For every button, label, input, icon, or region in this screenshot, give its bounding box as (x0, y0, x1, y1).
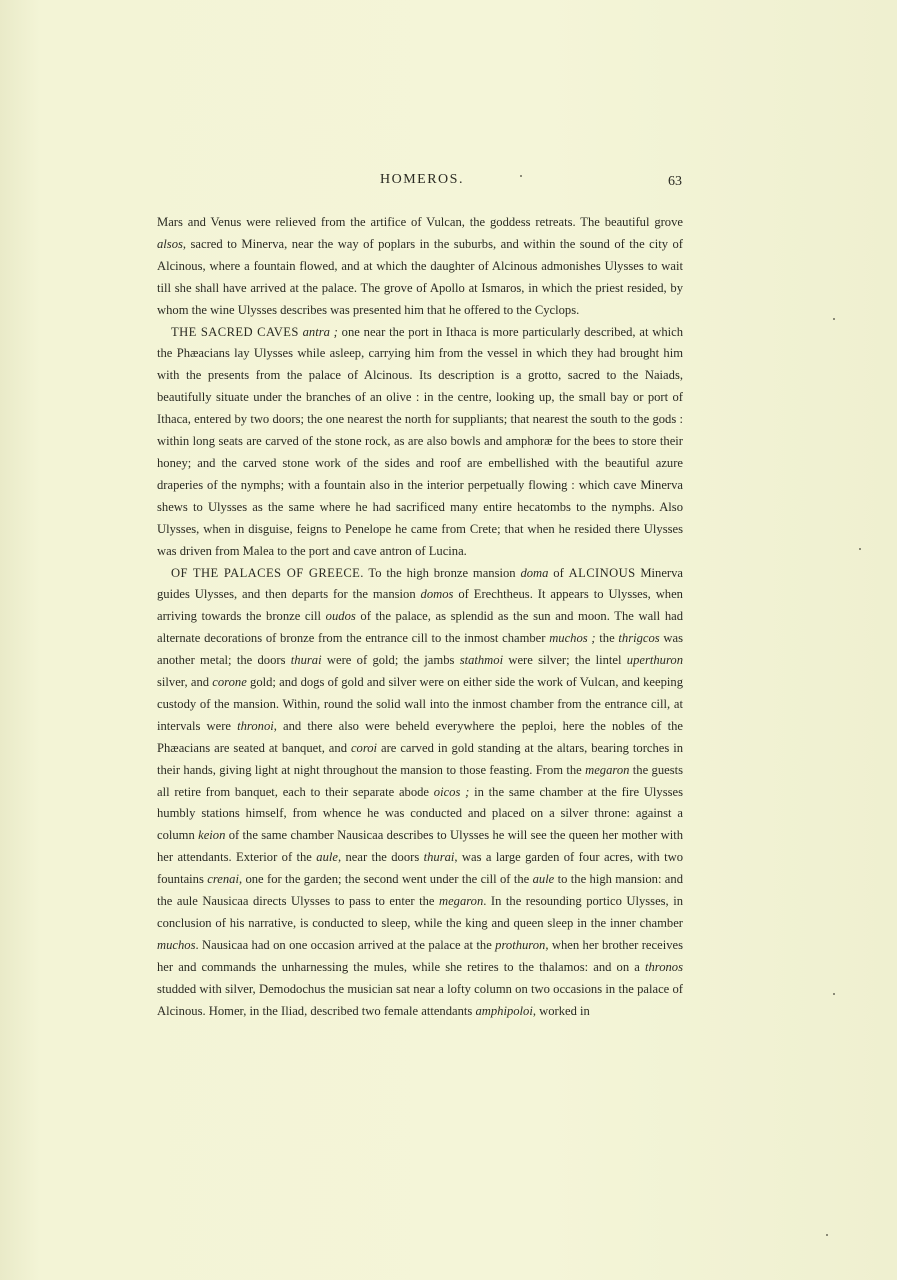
text-run: gold; and dogs of gold and silver were on either side the work of Vulcan, and keeping custody of the mansion. Within, round the solid wall into the inmost chamber from the entrance cill, at intervals were (157, 675, 683, 733)
italic-term: megaron (438, 894, 484, 909)
page-number: 63 (668, 174, 682, 189)
italic-term: thurai (290, 653, 322, 668)
italic-term: uperthuron (626, 653, 683, 668)
text-run: , sacred to Minerva, near the way of poplars in the suburbs, and within the sound of the city of Alcinous, where a fountain flowed, and at which the daughter of Alcinous admonishes Ulysses to wait till she shall have arrived at the palace. The grove of Apollo at Ismaros, in which the priest resided, by whom the wine Ulysses describes was presented him that he offered to the Cyclops. (157, 236, 683, 317)
text-run: one near the port in Ithaca is more particularly described, at which the Phæacians lay Ulysses while asleep, carrying him from the vessel in which they had brought him with the presents from the palace of Alcinous. Its description is a grotto, sacred to the Naiads, beautifully situate under the branches of an olive : in the centre, looking up, the small bay or port of Ithaca, entered by two doors; the one nearest the north for suppliants; that nearest the south to the gods : within long seats are carved of the stone rock, as are also bowls and amphoræ for the bees to store their honey; and the carved stone work of the sides and roof are embellished with the beautiful azure draperies of the nymphs; with a fountain also in the interior perpetually flowing : which cave Minerva shews to Ulysses as the same where he had sacrificed many entire hecatombs to the nymphs. Also Ulysses, when in disguise, feigns to Penelope he came from Crete; that when he resided there Ulysses was driven from Malea to the port and cave antron of Lucina. (157, 324, 684, 558)
text-run: of Erechtheus. It appears to Ulysses, when arriving towards the bronze cill (157, 587, 683, 624)
paper-speck (859, 548, 861, 550)
italic-term: amphipoloi (475, 1003, 533, 1018)
text-run: silver, and (157, 675, 213, 690)
italic-term: aule (316, 850, 338, 865)
italic-term: domos (420, 587, 454, 602)
body-text (157, 212, 683, 1023)
text-run: the guests all retire from banquet, each to their separate abode (157, 762, 684, 799)
text-run: of the palace, as splendid as the sun and moon. The wall had alternate decorations of bronze from the entrance cill to the inmost chamber (157, 609, 684, 646)
text-run: of (548, 565, 569, 580)
italic-term: coroi (350, 740, 378, 755)
section-heading: OF THE PALACES OF GREECE. (171, 565, 364, 580)
italic-term: corone (212, 675, 247, 690)
italic-term: doma (520, 565, 549, 580)
italic-term: stathmoi (459, 653, 504, 668)
text-run: . In the resounding portico Ulysses, in conclusion of his narrative, is conducted to sleep, while the king and queen sleep in the inner chamber (157, 894, 683, 930)
paragraph-sacred-caves (157, 322, 683, 563)
text-run: in the same chamber at the fire Ulysses humbly stations himself, from whence he was conducted and placed on a silver throne: against a column (157, 784, 683, 843)
text-run: studded with silver, Demodochus the musician sat near a lofty column on two occasions in the palace of Alcinous. Homer, in the Iliad, described two female attendants (157, 981, 683, 1018)
paragraph-grove (157, 212, 683, 322)
text-run: to the high mansion: and the aule Nausicaa directs Ulysses to pass to enter the (157, 872, 683, 909)
text-run: To the high bronze mansion (363, 565, 521, 580)
italic-term: thronos (644, 959, 683, 974)
text-run: were silver; the lintel (503, 653, 627, 668)
text-run: , worked in (532, 1003, 590, 1018)
italic-term: thurai (423, 850, 455, 865)
italic-term: muchos ; (549, 631, 596, 646)
italic-term: crenai (207, 872, 239, 887)
italic-term: oudos (325, 609, 356, 624)
italic-term: prothuron (495, 937, 546, 952)
italic-term: megaron (585, 762, 630, 777)
italic-term: thrigcos (618, 631, 660, 646)
italic-term: aule (532, 872, 555, 887)
paper-speck (833, 318, 835, 320)
section-heading: THE SACRED CAVES (171, 324, 299, 339)
text-run: Mars and Venus were relieved from the artifice of Vulcan, the goddess retreats. The beautiful grove (157, 215, 683, 229)
text-run: are carved in gold standing at the altars, bearing torches in their hands, giving light at night throughout the mansion to those feasting. From the (157, 740, 684, 777)
italic-term: oicos ; (433, 784, 470, 799)
text-run: were of gold; the jambs (321, 653, 460, 668)
italic-term: muchos (157, 937, 196, 952)
paragraph-palaces (157, 563, 683, 1023)
text-run: the (595, 631, 619, 646)
text-run: Minerva guides Ulysses, and then departs for the mansion (157, 565, 684, 602)
page-header (158, 168, 682, 194)
text-run: , and there also were beheld everywhere the peploi, here the nobles of the Phæacians are seated at banquet, and (157, 718, 683, 755)
text-run: , was a large garden of four acres, with two fountains (157, 850, 683, 887)
section-heading: ALCINOUS (568, 565, 636, 580)
text-run: was another metal; the doors (157, 631, 683, 668)
text-run: , one for the garden; the second went under the cill of the (238, 872, 533, 887)
text-run: , near the doors (337, 850, 424, 865)
text-run: of the same chamber Nausicaa describes to Ulysses he will see the queen her mother with her attendants. Exterior of the (157, 828, 683, 865)
text-run: . Nausicaa had on one occasion arrived at the palace at the (195, 937, 496, 952)
italic-term: keion (198, 828, 226, 843)
italic-term: alsos (157, 236, 183, 251)
paper-speck (826, 1234, 828, 1236)
paper-speck (520, 175, 522, 177)
italic-term: antra ; (302, 324, 338, 339)
running-title: HOMEROS. (380, 172, 464, 187)
paper-speck (833, 993, 835, 995)
italic-term: thronoi (237, 718, 274, 733)
text-run: , when her brother receives her and commands the unharnessing the mules, while she retires to the thalamos: and on a (157, 937, 683, 974)
